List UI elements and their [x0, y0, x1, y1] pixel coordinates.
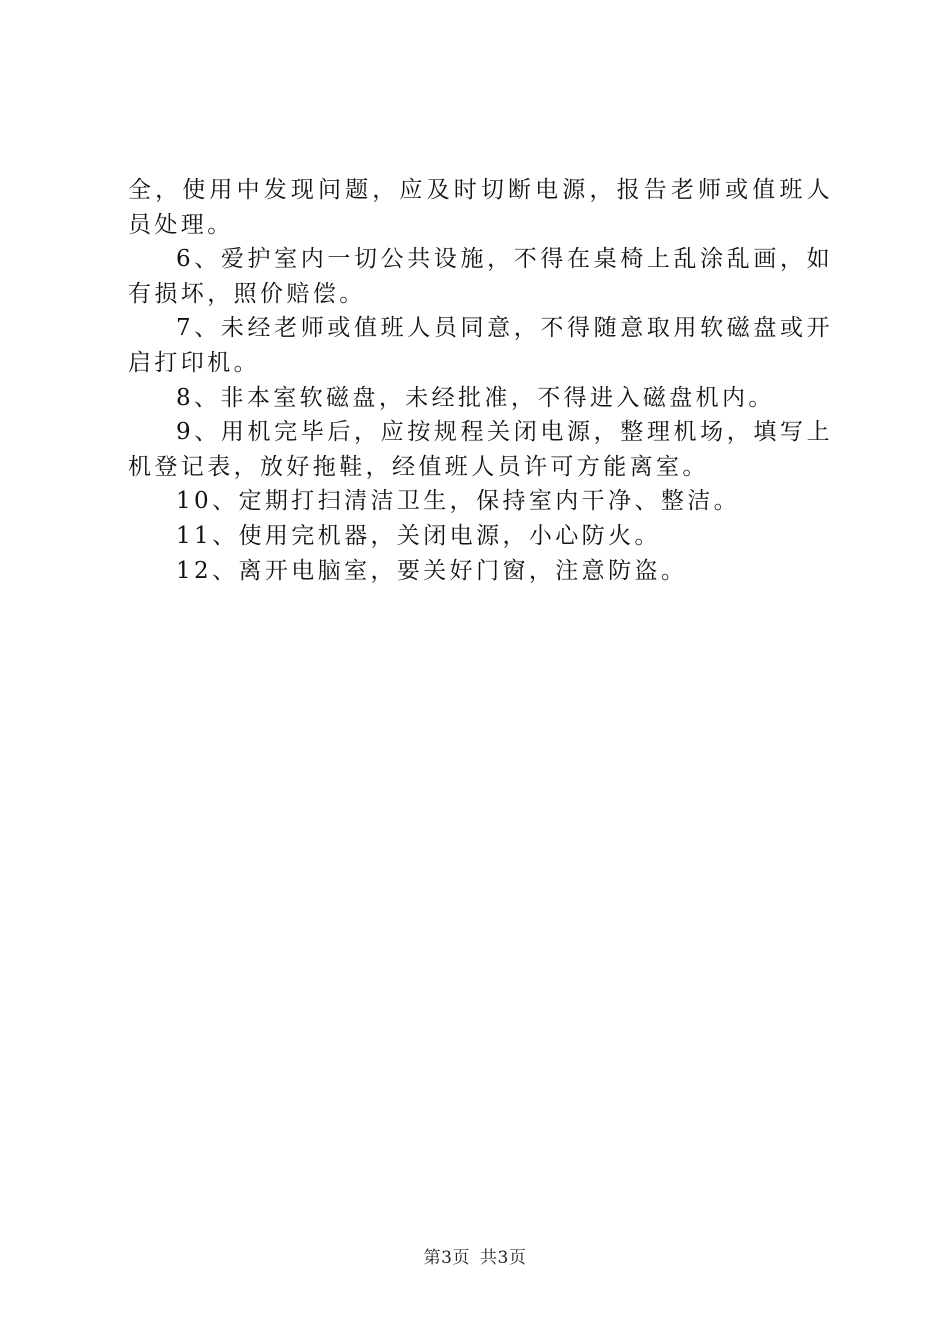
- page-number-current: 第3页: [423, 1248, 470, 1268]
- document-body: [128, 173, 833, 588]
- paragraph-rule-6: 6、爱护室内一切公共设施，不得在桌椅上乱涂乱画，如有损坏，照价赔偿。: [128, 246, 833, 307]
- paragraph-rule-11: 11、使用完机器，关闭电源，小心防火。: [176, 522, 661, 549]
- page-footer: [0, 1243, 950, 1268]
- paragraph-rule-12: 12、离开电脑室，要关好门窗，注意防盗。: [176, 557, 688, 584]
- paragraph-rule-7: 7、未经老师或值班人员同意，不得随意取用软磁盘或开启打印机。: [128, 315, 833, 376]
- paragraph-continuation: 全，使用中发现问题，应及时切断电源，报告老师或值班人员处理。: [128, 177, 833, 238]
- page-number-total: 共3页: [480, 1248, 527, 1268]
- paragraph-rule-9: 9、用机完毕后，应按规程关闭电源，整理机场，填写上机登记表，放好拖鞋，经值班人员许可方能离室。: [128, 419, 833, 480]
- paragraph-rule-10: 10、定期打扫清洁卫生，保持室内干净、整洁。: [176, 488, 741, 515]
- paragraph-rule-8: 8、非本室软磁盘，未经批准，不得进入磁盘机内。: [176, 384, 775, 411]
